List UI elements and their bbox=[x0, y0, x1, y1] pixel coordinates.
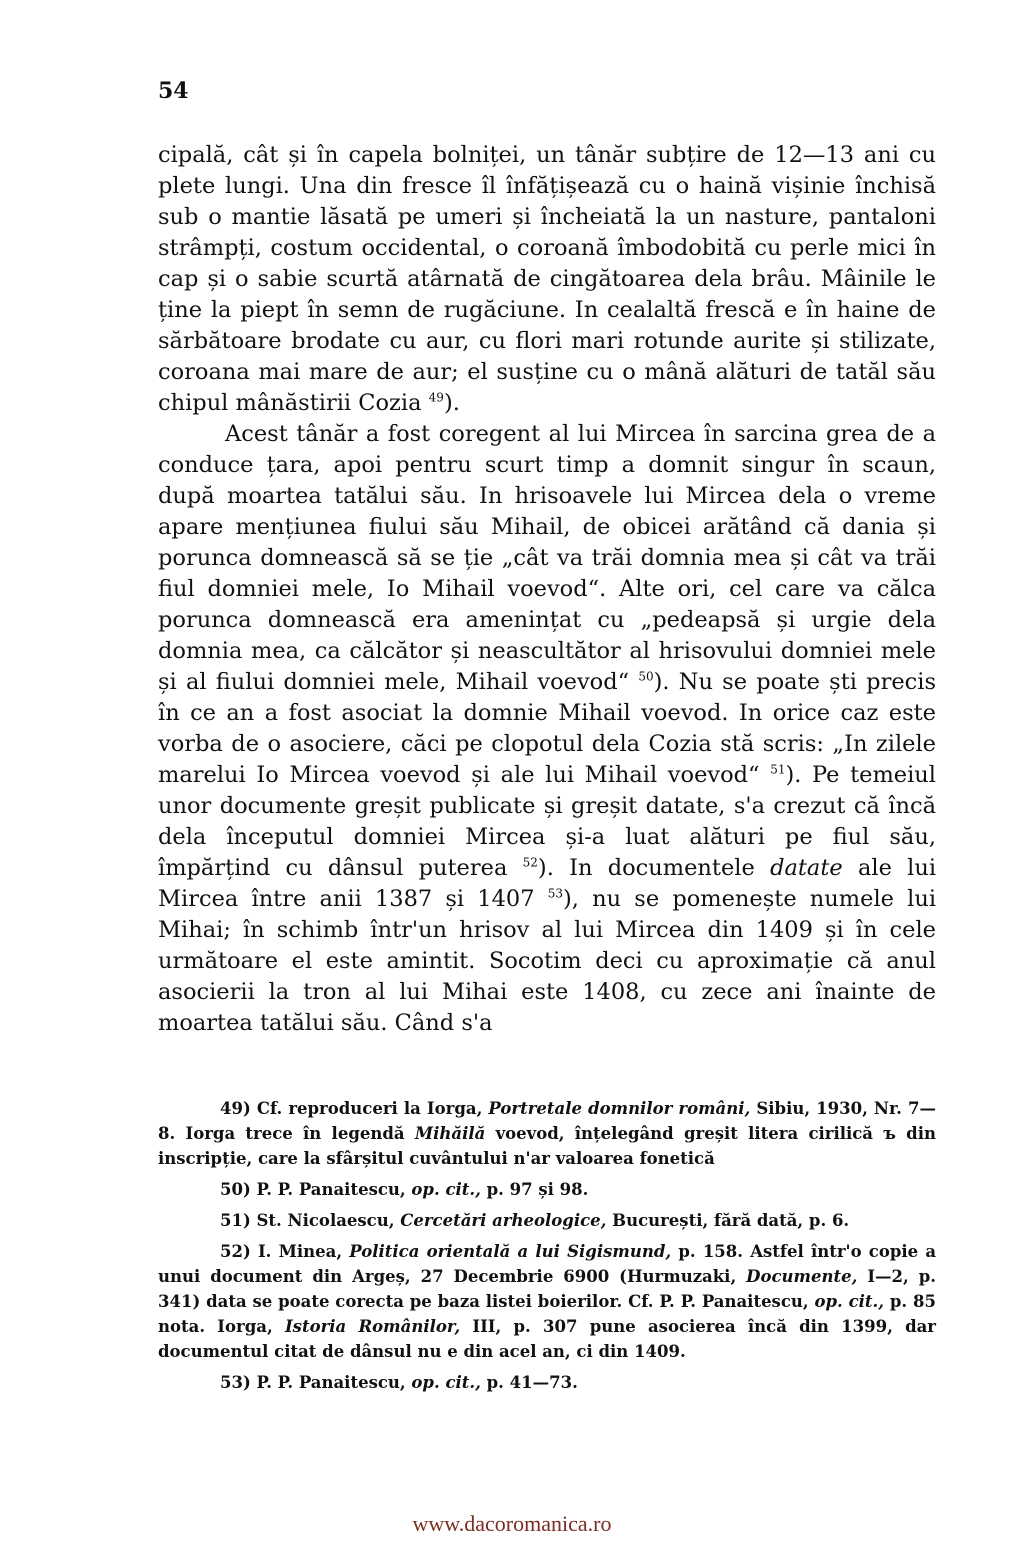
footnote-52 bbox=[158, 1239, 936, 1364]
footnotes-section bbox=[158, 1096, 936, 1401]
footnote-50-opcit: op. cit., bbox=[411, 1180, 481, 1199]
footnote-51 bbox=[158, 1208, 936, 1233]
main-text bbox=[158, 140, 936, 1039]
footnote-50-b: p. 97 și 98. bbox=[486, 1180, 589, 1199]
footnote-52-e: III, p. 307 pune asocierea încă din 1399, dar documentul citat de dânsul nu e din acel an, ci din 1409. bbox=[158, 1317, 936, 1361]
footnote-49-b: Sibiu, 1930, Nr. 7—8. Iorga trece în legendă bbox=[158, 1099, 936, 1143]
footnote-52-istoria: Istoria Românilor, bbox=[284, 1317, 461, 1336]
footnote-51-title: Cercetări arheologice, bbox=[400, 1211, 607, 1230]
paragraph-2-c: ). Pe temeiul unor documente greșit publicate și greșit datate, s'a crezut că încă dela începutul domniei Mircea și-a luat alături pe fiul său, împărțind cu dânsul puterea bbox=[158, 762, 936, 881]
paragraph-1-text: cipală, cât și în capela bolniței, un tânăr subțire de 12—13 ani cu plete lungi. Una din fresce îl înfățișează cu o haină vișinie închisă sub o mantie lăsată pe umeri și încheiată la un nasture, pantaloni strâmpți, costum occidental, o coroană îmbodobită cu perle mici în cap și o sabie scurtă atârnată de cingătoarea dela brâu. Mâinile le ține la piept în semn de rugăciune. In cealaltă frescă e în haine de sărbătoare brodate cu aur, cu flori mari rotunde aurite și stilizate, coroana mai mare de aur; el susține cu o mână alături de tatăl său chipul mânăstirii Cozia bbox=[158, 142, 936, 416]
footnote-52-documente: Documente, bbox=[746, 1267, 858, 1286]
footnote-ref-50[interactable]: 50 bbox=[638, 669, 654, 684]
footnote-ref-49[interactable]: 49 bbox=[428, 390, 444, 405]
footnote-52-c: I—2, p. 341) data se poate corecta pe baza listei boierilor. Cf. P. P. Panaitescu, bbox=[158, 1267, 937, 1311]
footnote-51-a: 51) St. Nicolaescu, bbox=[220, 1211, 395, 1230]
paragraph-1-end: ). bbox=[443, 390, 460, 416]
source-url[interactable]: www.dacoromanica.ro bbox=[412, 1511, 612, 1536]
footnote-52-title: Politica orientală a lui Sigismund, bbox=[349, 1242, 672, 1261]
paragraph-1 bbox=[158, 140, 936, 419]
page-number: 54 bbox=[158, 78, 189, 104]
footnote-50 bbox=[158, 1177, 936, 1202]
paragraph-2-italic-datate: datate bbox=[770, 855, 843, 881]
footnote-ref-52[interactable]: 52 bbox=[522, 855, 538, 870]
footnote-52-opcit: op. cit., bbox=[814, 1292, 885, 1311]
footnote-52-b: p. 158. Astfel într'o copie a unui document din Argeș, 27 Decembrie 6900 (Hurmuzaki, bbox=[158, 1242, 937, 1286]
footnote-53-b: p. 41—73. bbox=[486, 1373, 578, 1392]
footnote-49 bbox=[158, 1096, 936, 1171]
footnote-49-title: Portretale domnilor români, bbox=[488, 1099, 751, 1118]
footnote-52-d: p. 85 nota. Iorga, bbox=[158, 1292, 936, 1336]
footnote-50-a: 50) P. P. Panaitescu, bbox=[220, 1180, 406, 1199]
paragraph-2-d: ). In documentele bbox=[537, 855, 755, 881]
footnote-51-b: București, fără dată, p. 6. bbox=[612, 1211, 850, 1230]
footnote-53-a: 53) P. P. Panaitescu, bbox=[220, 1373, 406, 1392]
paragraph-2 bbox=[158, 419, 936, 1039]
paragraph-2-b: ). Nu se poate ști precis în ce an a fost asociat la domnie Mihail voevod. In orice caz este vorba de o asociere, căci pe clopotul dela Cozia stă scris: „In zilele marelui Io Mircea voevod și ale lui Mihail voevod“ bbox=[158, 669, 936, 788]
footnote-52-a: 52) I. Minea, bbox=[220, 1242, 343, 1261]
paragraph-2-e: ale lui Mircea între anii 1387 și 1407 bbox=[158, 855, 937, 912]
paragraph-2-a: Acest tânăr a fost coregent al lui Mircea în sarcina grea de a conduce țara, apoi pentru scurt timp a domnit singur în scaun, după moartea tatălui său. In hrisoavele lui Mircea dela o vreme apare mențiunea fiului său Mihail, de obicei arătând că dania și porunca domnească să se ție „cât va trăi domnia mea și cât va trăi fiul domniei mele, Io Mihail voevod“. Alte ori, cel care va călca porunca domnească era amenințat cu „pedeapsă și urgie dela domnia mea, ca călcător și neascultător al hrisovului domniei mele și al fiului domniei mele, Mihail voevod“ bbox=[158, 421, 936, 695]
footnote-49-italic-name: Mihăilă bbox=[414, 1124, 486, 1143]
footnote-ref-53[interactable]: 53 bbox=[547, 886, 564, 901]
footnote-49-a: 49) Cf. reproduceri la Iorga, bbox=[220, 1099, 483, 1118]
paragraph-2-f: ), nu se pomenește numele lui Mihai; în schimb într'un hrisov al lui Mircea din 1409 și în cele următoare el este amintit. Socotim deci cu aproximație că anul asocierii la tron al lui Mihai este 1408, cu zece ani înainte de moartea tatălui său. Când s'a bbox=[158, 886, 937, 1036]
footnote-ref-51[interactable]: 51 bbox=[770, 762, 786, 777]
footnote-53 bbox=[158, 1370, 936, 1395]
footnote-53-opcit: op. cit., bbox=[411, 1373, 481, 1392]
footnote-49-c: voevod, înțelegând greșit litera cirilică ъ din inscripție, care la sfârșitul cuvântului n'ar valoarea fonetică bbox=[158, 1124, 936, 1168]
